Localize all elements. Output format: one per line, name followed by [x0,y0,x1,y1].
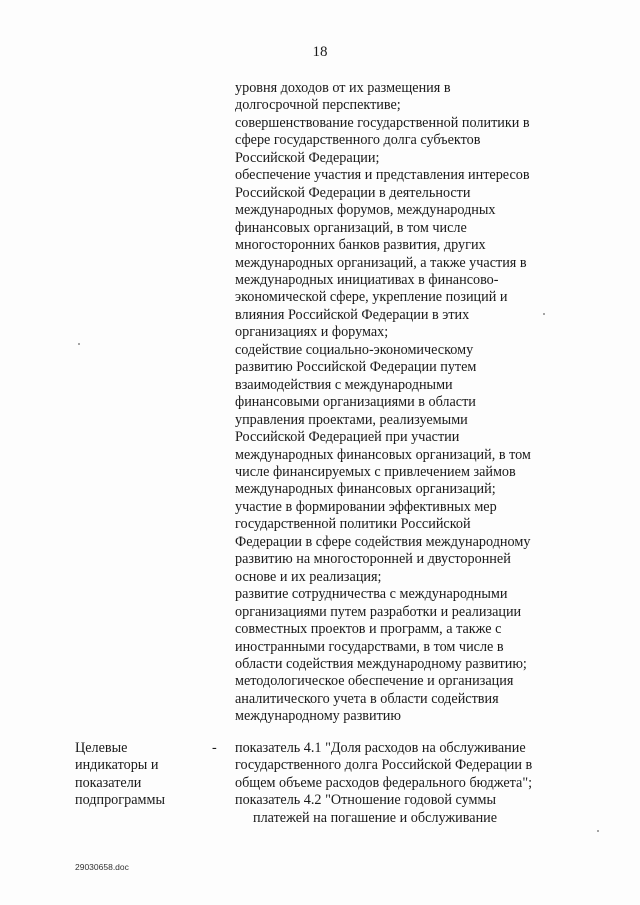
text-line: платежей на погашение и обслуживание [253,809,498,826]
text-line: государственной политики Российской [235,516,471,533]
scan-speck [597,830,599,832]
text-line: государственного долга Российской Федерации в [235,757,533,774]
text-line: содействие социально-экономическому [235,341,474,358]
text-line: методологическое обеспечение и организация [235,673,514,690]
scan-speck [78,343,80,345]
indicators-text [235,740,570,827]
page-number: 18 [312,44,328,60]
text-line: взаимодействия с международными [235,376,453,393]
scan-speck [543,313,545,315]
text-line: области содействия международному развитию; [235,655,527,672]
text-line: общем объеме расходов федерального бюджета"; [235,774,533,791]
text-line: Российской Федерацией при участии [235,429,460,446]
text-line: аналитического учета в области содействия [235,690,499,707]
text-line: организациями путем разработки и реализации [235,603,522,620]
section-label [75,740,205,810]
text-line: международных форумов, международных [235,202,496,219]
separator-dash: - [212,740,217,756]
text-line: Российской Федерации; [235,149,380,166]
label-line: Целевые [75,740,128,756]
text-line: экономической сфере, укрепление позиций и [235,289,508,306]
text-line: Федерации в сфере содействия международному [235,533,531,550]
text-line: управления проектами, реализуемыми [235,411,468,428]
text-line: влияния Российской Федерации в этих [235,306,470,323]
text-line: основе и их реализация; [235,568,382,585]
text-line: организациях и форумах; [235,324,389,341]
text-line: иностранными государствами, в том числе в [235,638,504,655]
text-line: показатель 4.1 "Доля расходов на обслуживание [235,740,526,756]
text-line: совместных проектов и программ, а также с [235,621,502,638]
text-line: уровня доходов от их размещения в [235,80,451,96]
text-line: финансовыми организациями в области [235,394,476,411]
text-line: международных финансовых организаций; [235,481,496,498]
objectives-text [235,80,565,726]
footer-file-code: 29030658.doc [75,862,129,872]
text-line: международных финансовых организаций, в том [235,446,531,463]
text-line: развитию на многосторонней и двусторонней [235,551,511,568]
text-line: сфере государственного долга субъектов [235,132,481,149]
text-line: Российской Федерации в деятельности [235,184,471,201]
text-line: финансовых организаций, в том числе [235,219,467,236]
label-line: подпрограммы [75,792,165,809]
text-line: показатель 4.2 "Отношение годовой суммы [235,792,497,809]
text-line: участие в формировании эффективных мер [235,498,497,515]
label-line: индикаторы и [75,757,159,774]
text-line: обеспечение участия и представления интересов [235,167,530,184]
text-line: международных организаций, а также участия в [235,254,527,271]
text-line: развитию Российской Федерации путем [235,359,477,376]
text-line: долгосрочной перспективе; [235,97,401,114]
text-line: международных инициативах в финансово- [235,271,499,288]
text-line: числе финансируемых с привлечением займов [235,463,516,480]
text-line: международному развитию [235,708,401,725]
text-line: совершенствование государственной политики в [235,114,530,131]
label-line: показатели [75,774,142,791]
text-line: развитие сотрудничества с международными [235,586,508,603]
text-line: многосторонних банков развития, других [235,237,486,254]
